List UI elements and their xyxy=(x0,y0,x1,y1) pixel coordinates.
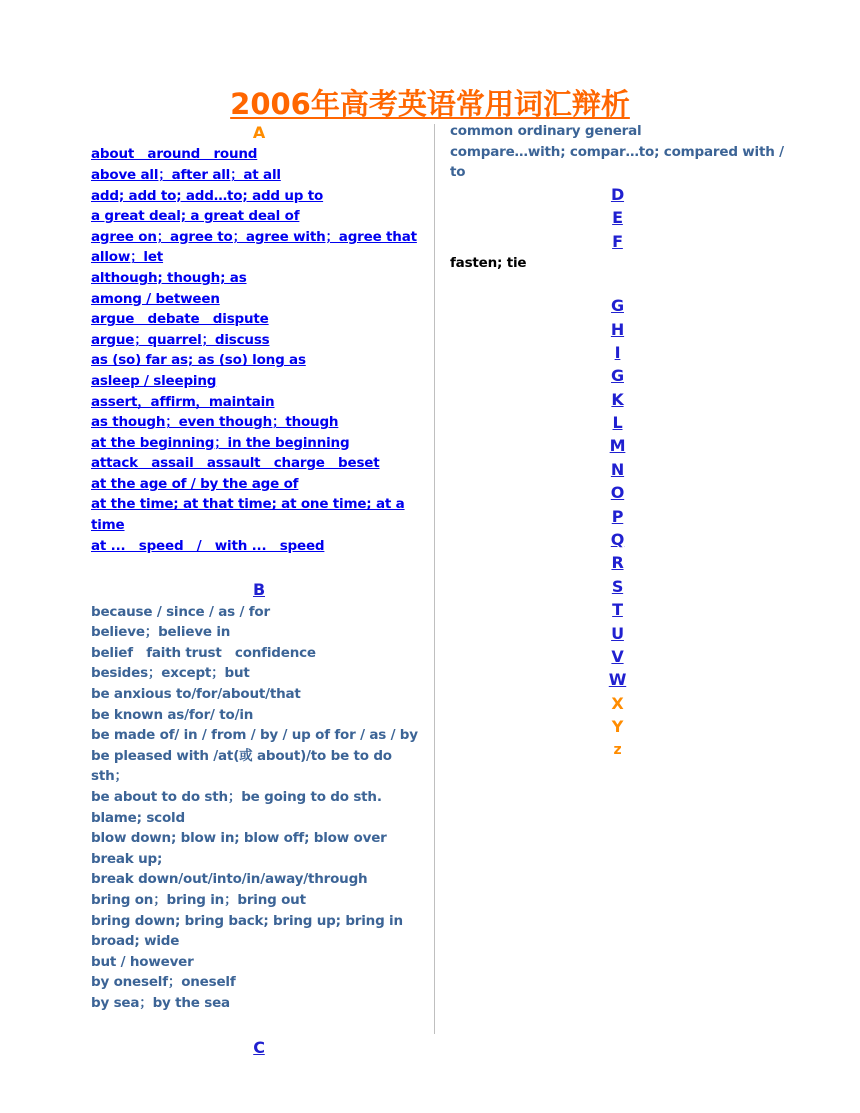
letter-z: z xyxy=(613,741,622,758)
a-entry-link[interactable]: allow；let xyxy=(91,249,164,266)
letter-x: X xyxy=(611,693,624,713)
b-entry: blame; scold xyxy=(91,809,185,826)
b-entry: besides；except；but xyxy=(91,665,250,682)
section-heading-a: A xyxy=(252,123,266,142)
letter-link-g[interactable]: G xyxy=(611,366,624,386)
letter-link-g[interactable]: G xyxy=(611,296,624,316)
b-entry: but / however xyxy=(91,953,194,970)
b-entry: blow down; blow in; blow off; blow over break up; xyxy=(91,830,387,867)
spacer xyxy=(450,274,785,295)
b-entry: be about to do sth；be going to do sth. xyxy=(91,789,382,805)
letter-link-v[interactable]: V xyxy=(611,647,624,666)
column-divider xyxy=(434,124,435,1034)
c-entry: common ordinary general xyxy=(450,123,642,139)
a-entry-list xyxy=(91,144,427,556)
a-entry-link[interactable]: agree on；agree to；agree with；agree that xyxy=(91,228,417,245)
letter-link-w[interactable]: W xyxy=(608,670,627,690)
b-entry: by sea；by the sea xyxy=(91,994,230,1011)
b-entry: broad; wide xyxy=(91,933,180,950)
b-entry: bring on；bring in；bring out xyxy=(91,891,306,908)
letter-link-n[interactable]: N xyxy=(610,459,625,479)
a-entry-link[interactable]: asleep / sleeping xyxy=(91,372,217,389)
left-column xyxy=(91,121,427,1059)
letter-link-d[interactable]: D xyxy=(610,184,625,204)
letter-y: Y xyxy=(611,717,624,737)
a-entry-link[interactable]: argue；quarrel；discuss xyxy=(91,331,270,348)
b-entry: be pleased with /at(或 about)/to be to do sth； xyxy=(91,747,392,785)
b-entry: break down/out/into/in/away/through xyxy=(91,871,368,888)
letter-link-q[interactable]: Q xyxy=(610,530,625,550)
spacer xyxy=(91,556,427,578)
a-entry-link[interactable]: at the beginning；in the beginning xyxy=(91,434,350,451)
a-entry-link[interactable]: as (so) far as; as (so) long as xyxy=(91,352,306,369)
b-entry: bring down; bring back; bring up; bring in xyxy=(91,912,403,929)
letter-link-i[interactable]: I xyxy=(614,342,621,362)
b-entry: by oneself；oneself xyxy=(91,974,236,991)
a-entry-link[interactable]: at ... speed / with ... speed xyxy=(91,537,325,554)
f-entry-list xyxy=(450,253,785,274)
letter-index xyxy=(450,294,785,762)
letter-index-def xyxy=(450,183,785,253)
section-heading-c[interactable]: C xyxy=(253,1037,265,1057)
c-entry: compare…with; compar…to; compared with / to xyxy=(450,143,784,181)
a-entry-link[interactable]: about around round xyxy=(91,146,258,163)
letter-link-e[interactable]: E xyxy=(612,208,623,228)
b-entry: be made of/ in / from / by / up of for / as / by xyxy=(91,727,418,744)
b-entry: believe；believe in xyxy=(91,624,231,641)
letter-link-o[interactable]: O xyxy=(610,483,625,503)
section-heading-b[interactable]: B xyxy=(253,580,265,600)
b-entry: be anxious to/for/about/that xyxy=(91,686,301,703)
a-entry-link[interactable]: at the time; at that time; at one time; at a time xyxy=(91,496,405,534)
letter-link-k[interactable]: K xyxy=(611,389,624,409)
a-entry-link[interactable]: attack assail assault charge beset xyxy=(91,455,380,472)
a-entry-link[interactable]: among / between xyxy=(91,290,220,307)
a-entry-link[interactable]: add; add to; add…to; add up to xyxy=(91,187,324,204)
a-entry-link[interactable]: although; though; as xyxy=(91,269,247,286)
a-entry-link[interactable]: a great deal; a great deal of xyxy=(91,208,300,225)
letter-link-u[interactable]: U xyxy=(611,623,624,643)
letter-link-r[interactable]: R xyxy=(611,553,624,573)
letter-link-t[interactable]: T xyxy=(612,600,623,620)
letter-link-s[interactable]: S xyxy=(611,576,624,596)
letter-link-m[interactable]: M xyxy=(609,436,626,456)
a-entry-link[interactable]: at the age of / by the age of xyxy=(91,475,299,492)
spacer xyxy=(91,1014,427,1036)
b-entry: because / since / as / for xyxy=(91,603,270,620)
b-entry: be known as/for/ to/in xyxy=(91,706,254,723)
a-entry-link[interactable]: assert，affirm，maintain xyxy=(91,393,275,410)
right-column xyxy=(450,121,785,762)
a-entry-link[interactable]: above all；after all；at all xyxy=(91,166,281,183)
a-entry-link[interactable]: argue debate dispute xyxy=(91,311,269,328)
letter-link-p[interactable]: P xyxy=(611,506,624,526)
letter-link-l[interactable]: L xyxy=(612,413,623,433)
f-entry: fasten; tie xyxy=(450,254,527,271)
page-title: 2006年高考英语常用词汇辩析 xyxy=(230,87,630,121)
letter-link-f[interactable]: F xyxy=(612,231,623,251)
a-entry-link[interactable]: as though；even though；though xyxy=(91,414,339,431)
letter-link-h[interactable]: H xyxy=(610,319,625,339)
b-entry: belief faith trust confidence xyxy=(91,644,316,661)
b-entry-list xyxy=(91,602,427,1014)
c-entry-list xyxy=(450,121,785,183)
